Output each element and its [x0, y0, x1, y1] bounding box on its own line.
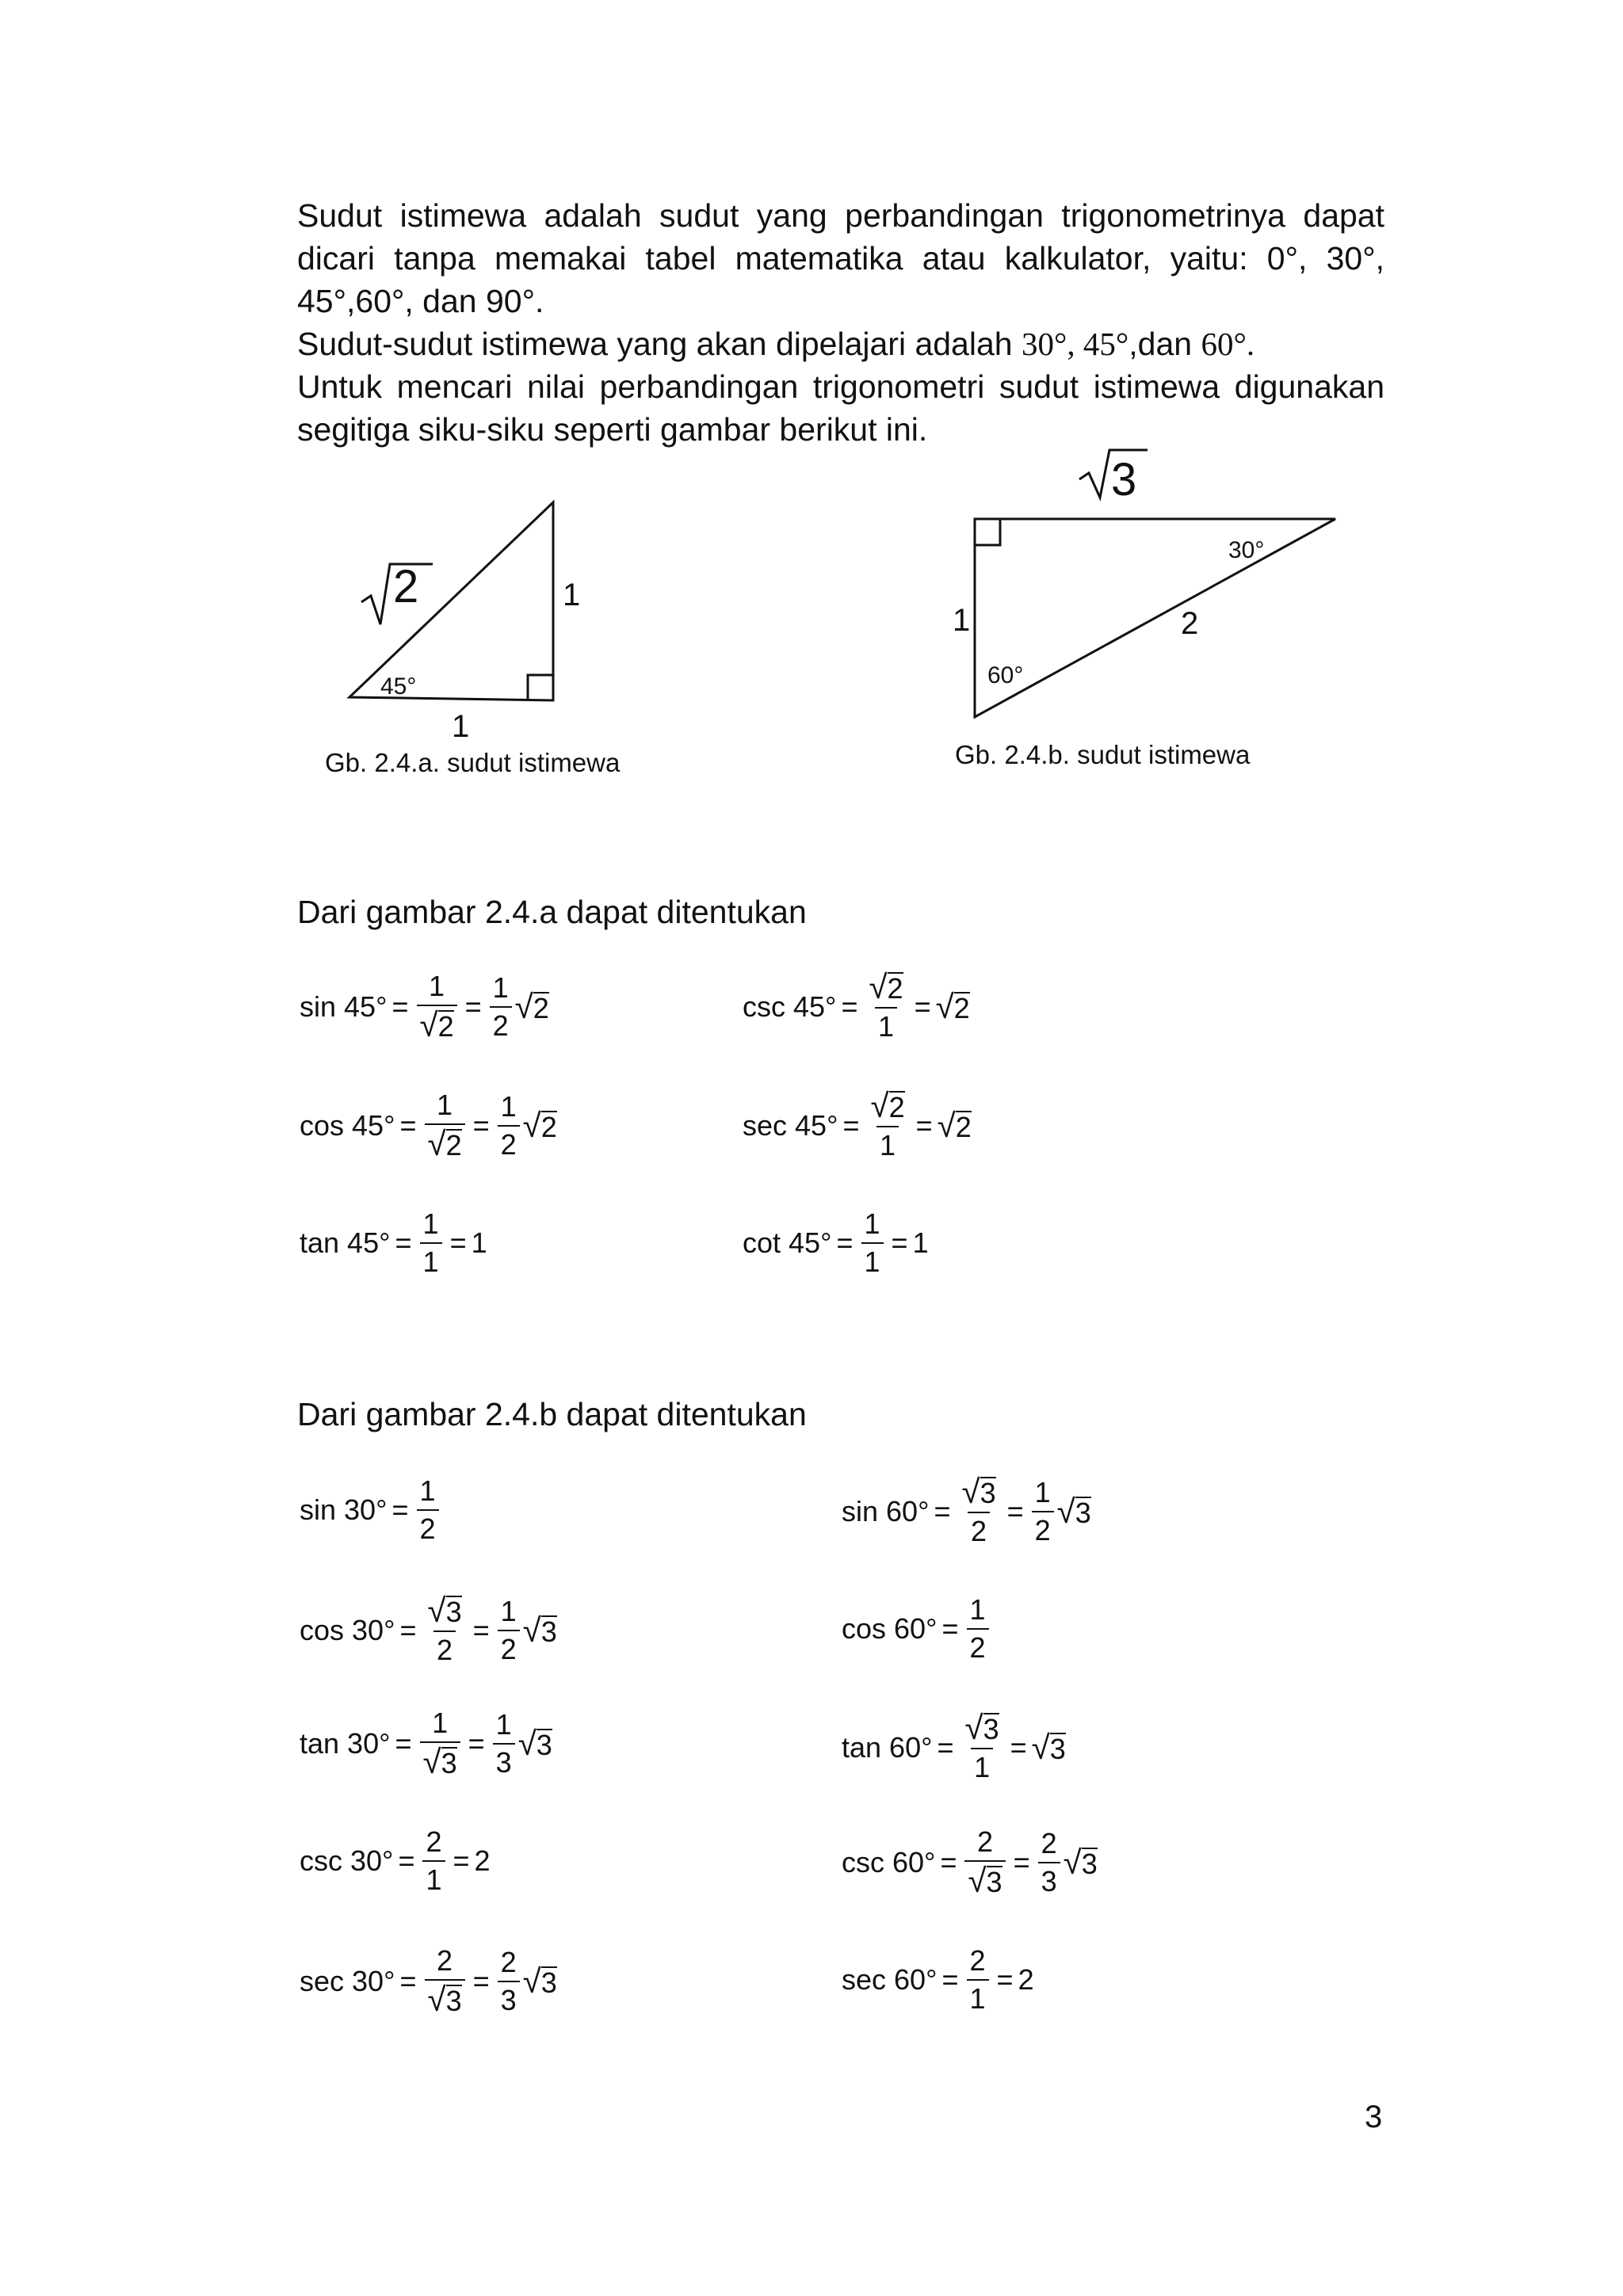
numerator: 1	[495, 1707, 512, 1741]
numerator	[959, 1475, 999, 1512]
numerator: 1	[422, 1207, 439, 1240]
radicand: 3	[1049, 1732, 1066, 1765]
triangle-b-angle-60-label: 60°	[987, 662, 1024, 688]
numerator: 1	[437, 1089, 453, 1121]
eq-cos45: cos 45° = 1 √ 2 = $\frac{1}{2}$ √ 2	[300, 1089, 557, 1162]
numerator: 1	[500, 1089, 517, 1123]
triangle-b-outline	[975, 519, 1335, 717]
numerator	[425, 1594, 465, 1630]
fraction	[498, 1091, 520, 1161]
caption-figure-b: Gb. 2.4.b. sudut istimewa	[955, 740, 1251, 769]
eq-sin60: sin 60° = √ 3 2 = $\frac{1}{2}$ √ 3	[842, 1473, 1091, 1547]
sqrt: √ 2	[419, 1006, 454, 1043]
eq-label: sec 60°	[842, 1963, 938, 1996]
section-b-heading: Dari gambar 2.4.b dapat ditentukan	[297, 1396, 807, 1432]
fraction	[1038, 1828, 1060, 1897]
triangle-a-right-angle-mark	[528, 675, 553, 700]
radicand: 3	[445, 1985, 462, 2017]
fraction	[498, 1947, 520, 2016]
sqrt: √ 3	[522, 1962, 557, 2000]
result: 2	[1018, 1963, 1034, 1996]
denominator: 2	[417, 1509, 439, 1545]
eq-sec60: sec 60° = $\frac{2}{1}$ = 2	[842, 1944, 1034, 2015]
triangle-a-angle-label: 45°	[380, 673, 417, 700]
intro-line-2-dan: ,dan	[1128, 326, 1201, 362]
denominator	[964, 1860, 1005, 1898]
fraction	[865, 968, 906, 1043]
triangle-a-horizontal-label: 1	[452, 709, 470, 744]
numerator: 2	[426, 1825, 442, 1858]
fraction	[425, 1089, 465, 1161]
fraction	[417, 1475, 439, 1545]
denominator: 2	[968, 1512, 990, 1547]
sqrt: √ 3	[1056, 1492, 1091, 1530]
eq-sin30: sin 30° = $\frac{1}{2}$	[300, 1475, 442, 1545]
sqrt: √ 3	[422, 1743, 457, 1780]
eq-label: csc 30°	[300, 1844, 394, 1877]
fraction	[1032, 1477, 1054, 1547]
fraction	[420, 1707, 460, 1779]
numerator: 1	[419, 1474, 436, 1507]
denominator: 3	[498, 1981, 520, 2016]
fraction	[420, 1208, 442, 1278]
triangle-b	[975, 450, 1335, 717]
eq-label: sin 45°	[300, 990, 388, 1023]
result: 1	[912, 1226, 929, 1259]
eq-label: tan 30°	[300, 1726, 391, 1760]
intro-line-2-text: Sudut-sudut istimewa yang akan dipelajari adalah	[297, 326, 1022, 362]
fraction	[490, 972, 512, 1042]
denominator: 1	[422, 1860, 445, 1896]
intro-line-2-sixty: 60°	[1201, 326, 1247, 362]
denominator: 3	[493, 1743, 515, 1779]
numerator	[865, 968, 906, 1007]
numerator: 1	[492, 971, 509, 1004]
denominator: 3	[1038, 1862, 1060, 1897]
denominator: 1	[967, 1979, 989, 2015]
sqrt: √ 3	[522, 1611, 557, 1649]
numerator: 2	[437, 1944, 453, 1977]
intro-line-2-angles: 30°, 45°	[1021, 326, 1129, 362]
result: 1	[471, 1226, 487, 1259]
eq-label: csc 60°	[842, 1845, 936, 1878]
radicand: 3	[983, 1713, 999, 1745]
sqrt: √ 2	[427, 1125, 462, 1162]
radicand: 3	[441, 1747, 457, 1779]
radicand: 3	[536, 1728, 552, 1761]
radicand: 3	[980, 1477, 996, 1509]
sqrt: √ 2	[869, 968, 903, 1005]
eq-label: csc 45°	[743, 990, 837, 1023]
fraction	[425, 1945, 465, 2017]
eq-label: sin 60°	[842, 1494, 930, 1527]
sqrt: √ 2	[522, 1106, 557, 1144]
triangle-a	[349, 502, 553, 700]
radicand: 3	[445, 1596, 462, 1628]
sqrt: √ 2	[870, 1087, 905, 1124]
radicand: 2	[888, 1091, 905, 1123]
denominator: 2	[490, 1006, 512, 1042]
radicand: 3	[540, 1615, 557, 1648]
numerator: 1	[432, 1707, 449, 1739]
eq-tan30: tan 30° = 1 √ 3 = $\frac{1}{3}$ √ 3	[300, 1707, 552, 1780]
fraction	[425, 1594, 465, 1666]
numerator: 1	[864, 1207, 880, 1240]
eq-tan60: tan 60° = √ 3 1 = √ 3	[842, 1709, 1066, 1783]
denominator: 2	[433, 1630, 456, 1666]
denominator: 2	[498, 1630, 520, 1665]
denominator: 1	[861, 1242, 884, 1278]
eq-label: cos 30°	[300, 1613, 395, 1646]
denominator	[420, 1741, 460, 1779]
eq-sec45: sec 45° = √ 2 1 = √ 2	[743, 1087, 972, 1161]
numerator: 1	[1034, 1475, 1051, 1508]
triangle-b-top-label: 3	[1111, 454, 1137, 505]
radicand: 2	[533, 991, 549, 1024]
numerator: 2	[969, 1944, 986, 1977]
fraction	[861, 1208, 884, 1278]
denominator: 1	[876, 1126, 899, 1161]
triangle-b-angle-30-label: 30°	[1228, 537, 1265, 563]
fraction	[959, 1475, 999, 1547]
denominator: 2	[1032, 1511, 1054, 1547]
numerator	[962, 1711, 1002, 1748]
sqrt: √ 3	[427, 1592, 462, 1629]
sqrt: √ 3	[1063, 1843, 1098, 1881]
triangle-a-vertical-label: 1	[563, 578, 581, 612]
denominator: 1	[875, 1007, 897, 1043]
result: 2	[474, 1844, 491, 1877]
caption-figure-a: Gb. 2.4.a. sudut istimewa	[325, 748, 621, 777]
fraction	[962, 1711, 1002, 1783]
sqrt: √ 3	[961, 1473, 996, 1510]
eq-label: cos 45°	[300, 1108, 395, 1142]
triangle-b-right-angle-mark	[975, 519, 1000, 545]
radicand: 3	[1081, 1847, 1098, 1880]
fraction	[498, 1596, 520, 1665]
fraction	[422, 1826, 445, 1896]
eq-csc60: csc 60° = 2 √ 3 = $\frac{2}{3}$ √ 3	[842, 1825, 1098, 1899]
radicand: 2	[445, 1129, 462, 1161]
eq-csc45: csc 45° = √ 2 1 = √ 2	[743, 968, 970, 1043]
fraction	[967, 1594, 989, 1664]
sqrt: √ 2	[935, 987, 970, 1025]
radicand: 2	[955, 1110, 972, 1143]
eq-cot45: cot 45° = $\frac{1}{1}$ = 1	[743, 1207, 929, 1278]
eq-label: cot 45°	[743, 1226, 832, 1259]
numerator: 2	[1041, 1826, 1057, 1859]
numerator: 1	[500, 1594, 517, 1627]
denominator	[417, 1005, 457, 1043]
radicand: 3	[540, 1966, 557, 1999]
sqrt: √ 3	[964, 1709, 999, 1746]
eq-cos30: cos 30° = √ 3 2 = $\frac{1}{2}$ √ 3	[300, 1592, 557, 1666]
triangle-figures	[0, 0, 1623, 792]
eq-label: sec 30°	[300, 1964, 395, 1997]
sqrt: √ 3	[1031, 1728, 1066, 1766]
triangle-a-hypotenuse-label: 2	[393, 561, 419, 612]
eq-label: sin 30°	[300, 1493, 388, 1526]
sqrt: √ 2	[514, 987, 549, 1025]
numerator: 2	[500, 1945, 517, 1978]
sqrt: √ 2	[937, 1106, 972, 1144]
radicand: 3	[986, 1866, 1002, 1898]
radicand: 2	[540, 1110, 557, 1143]
numerator: 1	[969, 1593, 986, 1626]
triangle-b-hypotenuse-label: 2	[1181, 606, 1199, 641]
intro-line-3: Untuk mencari nilai perbandingan trigonometri sudut istimewa digunakan segitiga siku-siku seperti gambar berikut ini.	[297, 368, 1384, 448]
radicand: 2	[437, 1010, 454, 1043]
eq-sec30: sec 30° = 2 √ 3 = $\frac{2}{3}$ √ 3	[300, 1944, 557, 2018]
triangle-a-outline	[349, 502, 553, 700]
denominator: 1	[971, 1748, 993, 1783]
eq-sin45: sin 45° = 1 √ 2 = $\frac{1}{2}$ √ 2	[300, 970, 549, 1043]
fraction	[868, 1089, 908, 1161]
radicand: 3	[1075, 1496, 1091, 1529]
fraction	[964, 1826, 1005, 1898]
radicand: 2	[887, 972, 903, 1005]
eq-cos60: cos 60° = $\frac{1}{2}$	[842, 1594, 992, 1664]
numerator	[868, 1089, 908, 1126]
fraction	[417, 971, 457, 1043]
eq-csc30: csc 30° = $\frac{2}{1}$ = 2	[300, 1825, 491, 1896]
eq-label: tan 60°	[842, 1730, 933, 1764]
denominator: 2	[498, 1125, 520, 1161]
eq-tan45: tan 45° = $\frac{1}{1}$ = 1	[300, 1207, 487, 1278]
denominator: 2	[967, 1628, 989, 1664]
triangle-b-vertical-label: 1	[953, 603, 971, 638]
intro-line-1: Sudut istimewa adalah sudut yang perbandingan trigonometrinya dapat dicari tanpa memakai tabel matematika atau kalkulator, yaitu: 0°, 30°, 45°,60°, dan 90°.	[297, 197, 1384, 319]
sqrt: √ 3	[517, 1724, 552, 1762]
eq-label: tan 45°	[300, 1226, 391, 1259]
fraction	[967, 1945, 989, 2015]
eq-label: sec 45°	[743, 1108, 838, 1142]
intro-line-2-end: .	[1246, 326, 1255, 362]
denominator	[425, 1979, 465, 2017]
page-number: 3	[1365, 2100, 1383, 2134]
sqrt: √ 3	[968, 1862, 1002, 1899]
denominator: 1	[420, 1242, 442, 1278]
numerator: 2	[977, 1825, 994, 1858]
denominator	[425, 1123, 465, 1161]
eq-label: cos 60°	[842, 1612, 938, 1645]
section-a-heading: Dari gambar 2.4.a dapat ditentukan	[297, 894, 807, 930]
numerator: 1	[429, 970, 445, 1002]
sqrt: √ 3	[427, 1981, 462, 2018]
fraction	[493, 1709, 515, 1779]
radicand: 2	[953, 991, 970, 1024]
